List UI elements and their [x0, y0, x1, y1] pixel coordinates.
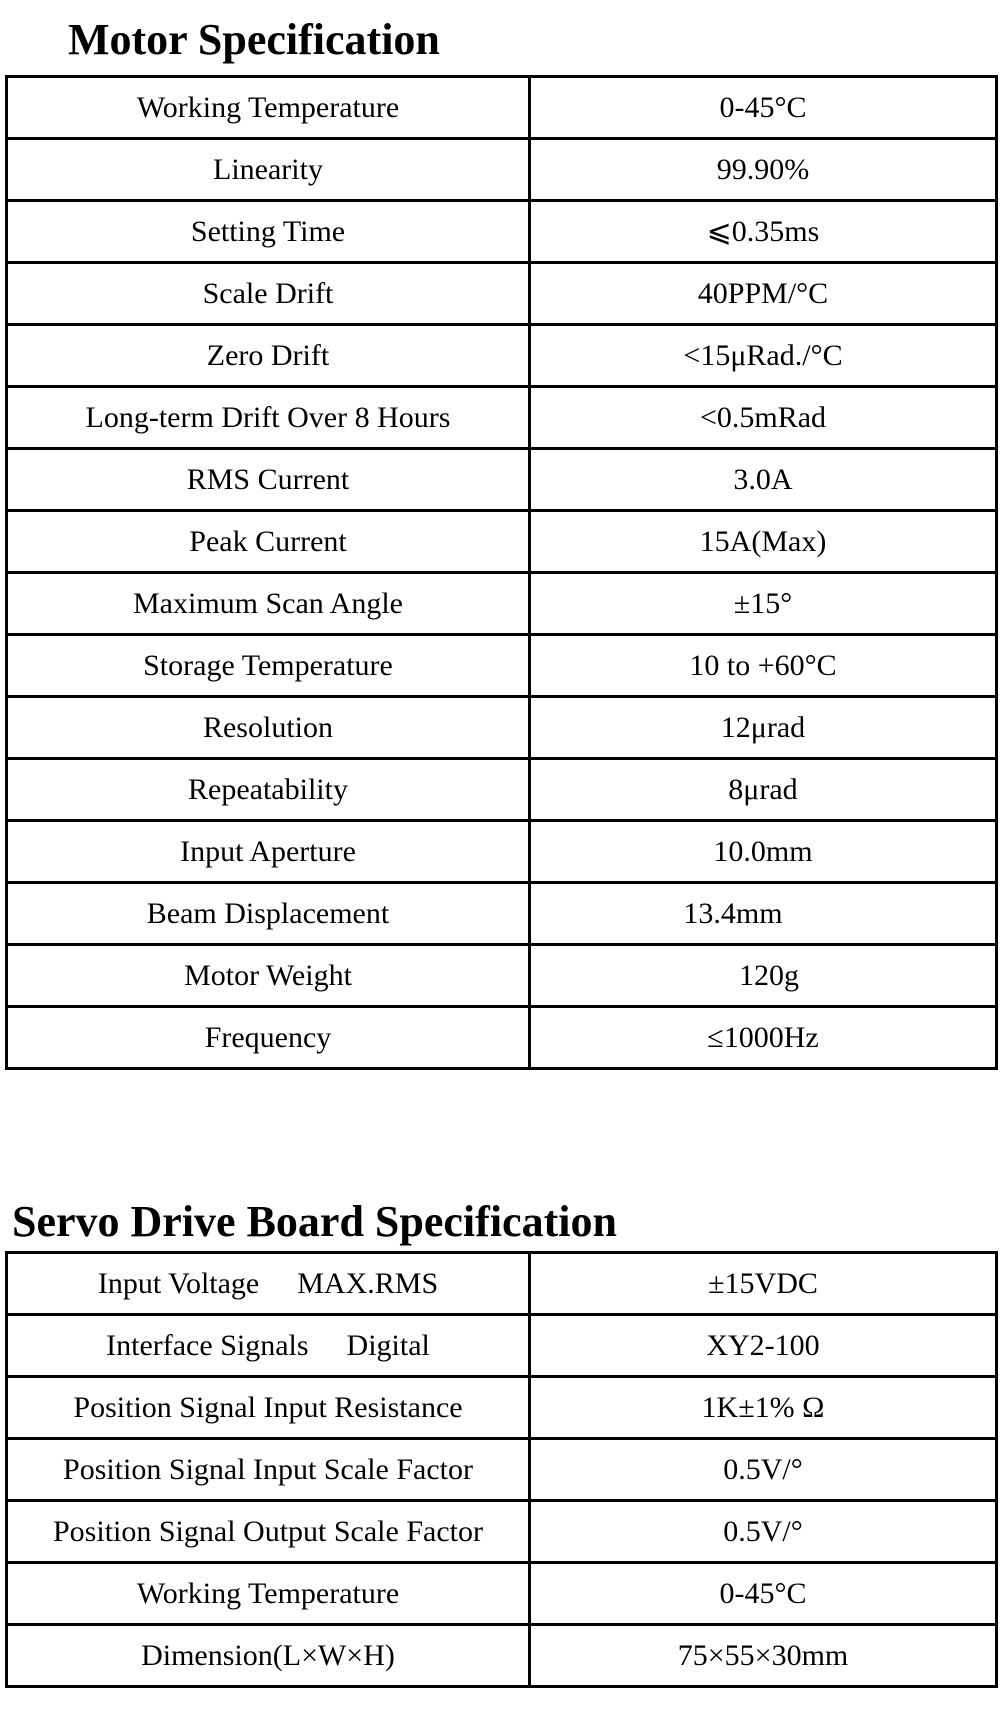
- table-row: [7, 449, 997, 511]
- spec-label: [7, 1315, 530, 1377]
- table-row: [7, 945, 997, 1007]
- table-row: [7, 511, 997, 573]
- spec-value: <0.5mRad: [530, 387, 997, 449]
- spec-label: Long-term Drift Over 8 Hours: [7, 387, 530, 449]
- table-row: [7, 883, 997, 945]
- spec-label: Maximum Scan Angle: [7, 573, 530, 635]
- spec-value: ≤1000Hz: [530, 1007, 997, 1069]
- spec-value: ±15°: [530, 573, 997, 635]
- spec-label: Input Aperture: [7, 821, 530, 883]
- table-row: [7, 387, 997, 449]
- table-row: [7, 635, 997, 697]
- spec-value: ±15VDC: [530, 1253, 997, 1315]
- table-row: [7, 201, 997, 263]
- spec-label-extra: Digital: [346, 1328, 430, 1362]
- spec-label: Scale Drift: [7, 263, 530, 325]
- table-row: [7, 759, 997, 821]
- table-row: [7, 697, 997, 759]
- spec-value: 1K±1% Ω: [530, 1377, 997, 1439]
- motor-spec-title: Motor Specification: [68, 15, 440, 64]
- spec-label-text: Input Voltage: [97, 1266, 260, 1300]
- spec-value: 3.0A: [530, 449, 997, 511]
- table-row: [7, 325, 997, 387]
- motor-spec-table: [5, 75, 998, 1070]
- table-row: [7, 139, 997, 201]
- servo-spec-table: [5, 1251, 998, 1688]
- spec-label: Beam Displacement: [7, 883, 530, 945]
- spec-value: 15A(Max): [530, 511, 997, 573]
- spec-label-text: Interface Signals: [106, 1328, 309, 1362]
- spec-label: Resolution: [7, 697, 530, 759]
- table-row: [7, 77, 997, 139]
- table-row: [7, 1007, 997, 1069]
- spec-label: Frequency: [7, 1007, 530, 1069]
- spec-value: 0.5V/°: [530, 1501, 997, 1563]
- table-row: [7, 1501, 997, 1563]
- table-row: [7, 1625, 997, 1687]
- spec-label: Linearity: [7, 139, 530, 201]
- spec-value: 12μrad: [530, 697, 997, 759]
- table-row: [7, 1439, 997, 1501]
- spec-value: XY2-100: [530, 1315, 997, 1377]
- spec-label-extra: MAX.RMS: [297, 1266, 439, 1300]
- table-row: [7, 263, 997, 325]
- spec-value: 75×55×30mm: [530, 1625, 997, 1687]
- spec-label: Working Temperature: [7, 77, 530, 139]
- table-row: [7, 1377, 997, 1439]
- table-row: [7, 573, 997, 635]
- spec-value: [530, 945, 997, 1007]
- spec-value: 40PPM/°C: [530, 263, 997, 325]
- spec-value: [530, 883, 997, 945]
- spec-label: Storage Temperature: [7, 635, 530, 697]
- spec-value: 0-45°C: [530, 77, 997, 139]
- spec-value: 8μrad: [530, 759, 997, 821]
- spec-value: 0.5V/°: [530, 1439, 997, 1501]
- spec-value: ⩽0.35ms: [530, 201, 997, 263]
- table-row: [7, 1563, 997, 1625]
- servo-spec-title: Servo Drive Board Specification: [12, 1197, 617, 1246]
- spec-label: Setting Time: [7, 201, 530, 263]
- spec-value: 99.90%: [530, 139, 997, 201]
- spec-label: Working Temperature: [7, 1563, 530, 1625]
- table-row: [7, 821, 997, 883]
- spec-label: [7, 1253, 530, 1315]
- spec-label: Position Signal Output Scale Factor: [7, 1501, 530, 1563]
- spec-label: Motor Weight: [7, 945, 530, 1007]
- spec-value: 10 to +60°C: [530, 635, 997, 697]
- spec-label: Zero Drift: [7, 325, 530, 387]
- table-row: [7, 1315, 997, 1377]
- spec-label: RMS Current: [7, 449, 530, 511]
- spec-label: Position Signal Input Resistance: [7, 1377, 530, 1439]
- table-row: [7, 1253, 997, 1315]
- spec-label: Dimension(L×W×H): [7, 1625, 530, 1687]
- spec-value: 0-45°C: [530, 1563, 997, 1625]
- spec-value: 10.0mm: [530, 821, 997, 883]
- spec-label: Peak Current: [7, 511, 530, 573]
- spec-value-text: 13.4mm: [683, 896, 783, 930]
- spec-value-text: 120g: [739, 958, 799, 992]
- spec-label: Repeatability: [7, 759, 530, 821]
- spec-value: <15μRad./°C: [530, 325, 997, 387]
- spec-label: Position Signal Input Scale Factor: [7, 1439, 530, 1501]
